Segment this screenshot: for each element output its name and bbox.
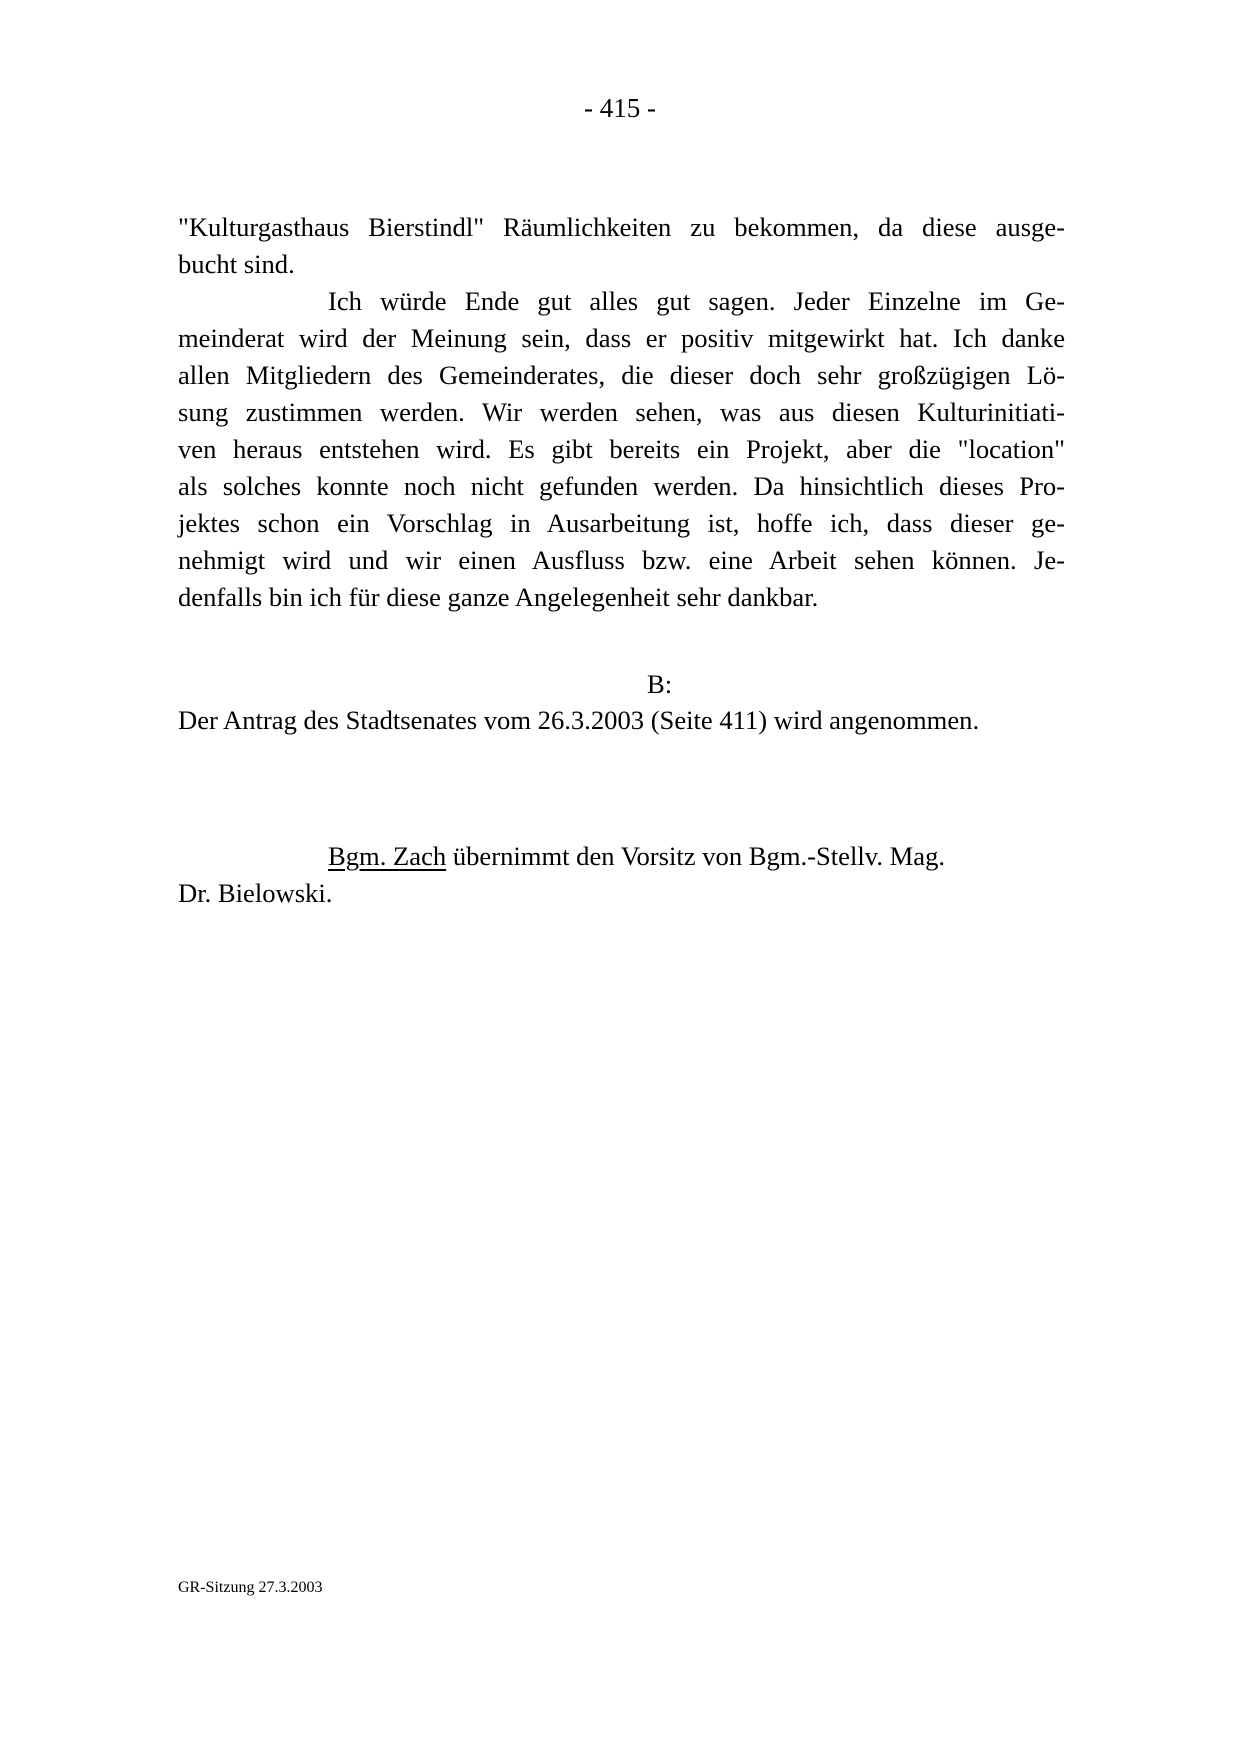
paragraph-1-line: "Kulturgasthaus Bierstindl" Räumlichkeiten zu bekommen, da diese ausge- [178,212,1065,242]
chair-change-line-1 [328,840,1215,872]
paragraph-2-line: jektes schon ein Vorschlag in Ausarbeitung ist, hoffe ich, dass dieser ge- [178,508,1065,538]
section-b-resolution: Der Antrag des Stadtsenates vom 26.3.2003 (Seite 411) wird angenommen. [178,705,980,735]
paragraph-2-line: meinderat wird der Meinung sein, dass er positiv mitgewirkt hat. Ich danke [178,323,1065,353]
paragraph-2-line: denfalls bin ich für diese ganze Angelegenheit sehr dankbar. [178,582,819,612]
paragraph-2-line: Ich würde Ende gut alles gut sagen. Jeder Einzelne im Ge- [328,286,1065,316]
paragraph-1-line: bucht sind. [178,249,295,279]
chair-change-text: übernimmt den Vorsitz von Bgm.-Stellv. Mag. [446,841,946,871]
paragraph-2-line: sung zustimmen werden. Wir werden sehen, was aus diesen Kulturinitiati- [178,397,1065,427]
page-number: - 415 - [584,93,656,123]
speaker-name: Bgm. Zach [328,841,447,871]
paragraph-2-line: ven heraus entstehen wird. Es gibt bereits ein Projekt, aber die "location" [178,434,1065,464]
chair-change-line-2: Dr. Bielowski. [178,878,333,908]
paragraph-2-line: nehmigt wird und wir einen Ausfluss bzw. eine Arbeit sehen können. Je- [178,545,1065,575]
paragraph-2-line: als solches konnte noch nicht gefunden werden. Da hinsichtlich dieses Pro- [178,471,1065,501]
paragraph-2-line: allen Mitgliedern des Gemeinderates, die dieser doch sehr großzügigen Lö- [178,360,1065,390]
footer: GR-Sitzung 27.3.2003 [178,1579,323,1596]
section-b-heading: B: [647,669,673,699]
